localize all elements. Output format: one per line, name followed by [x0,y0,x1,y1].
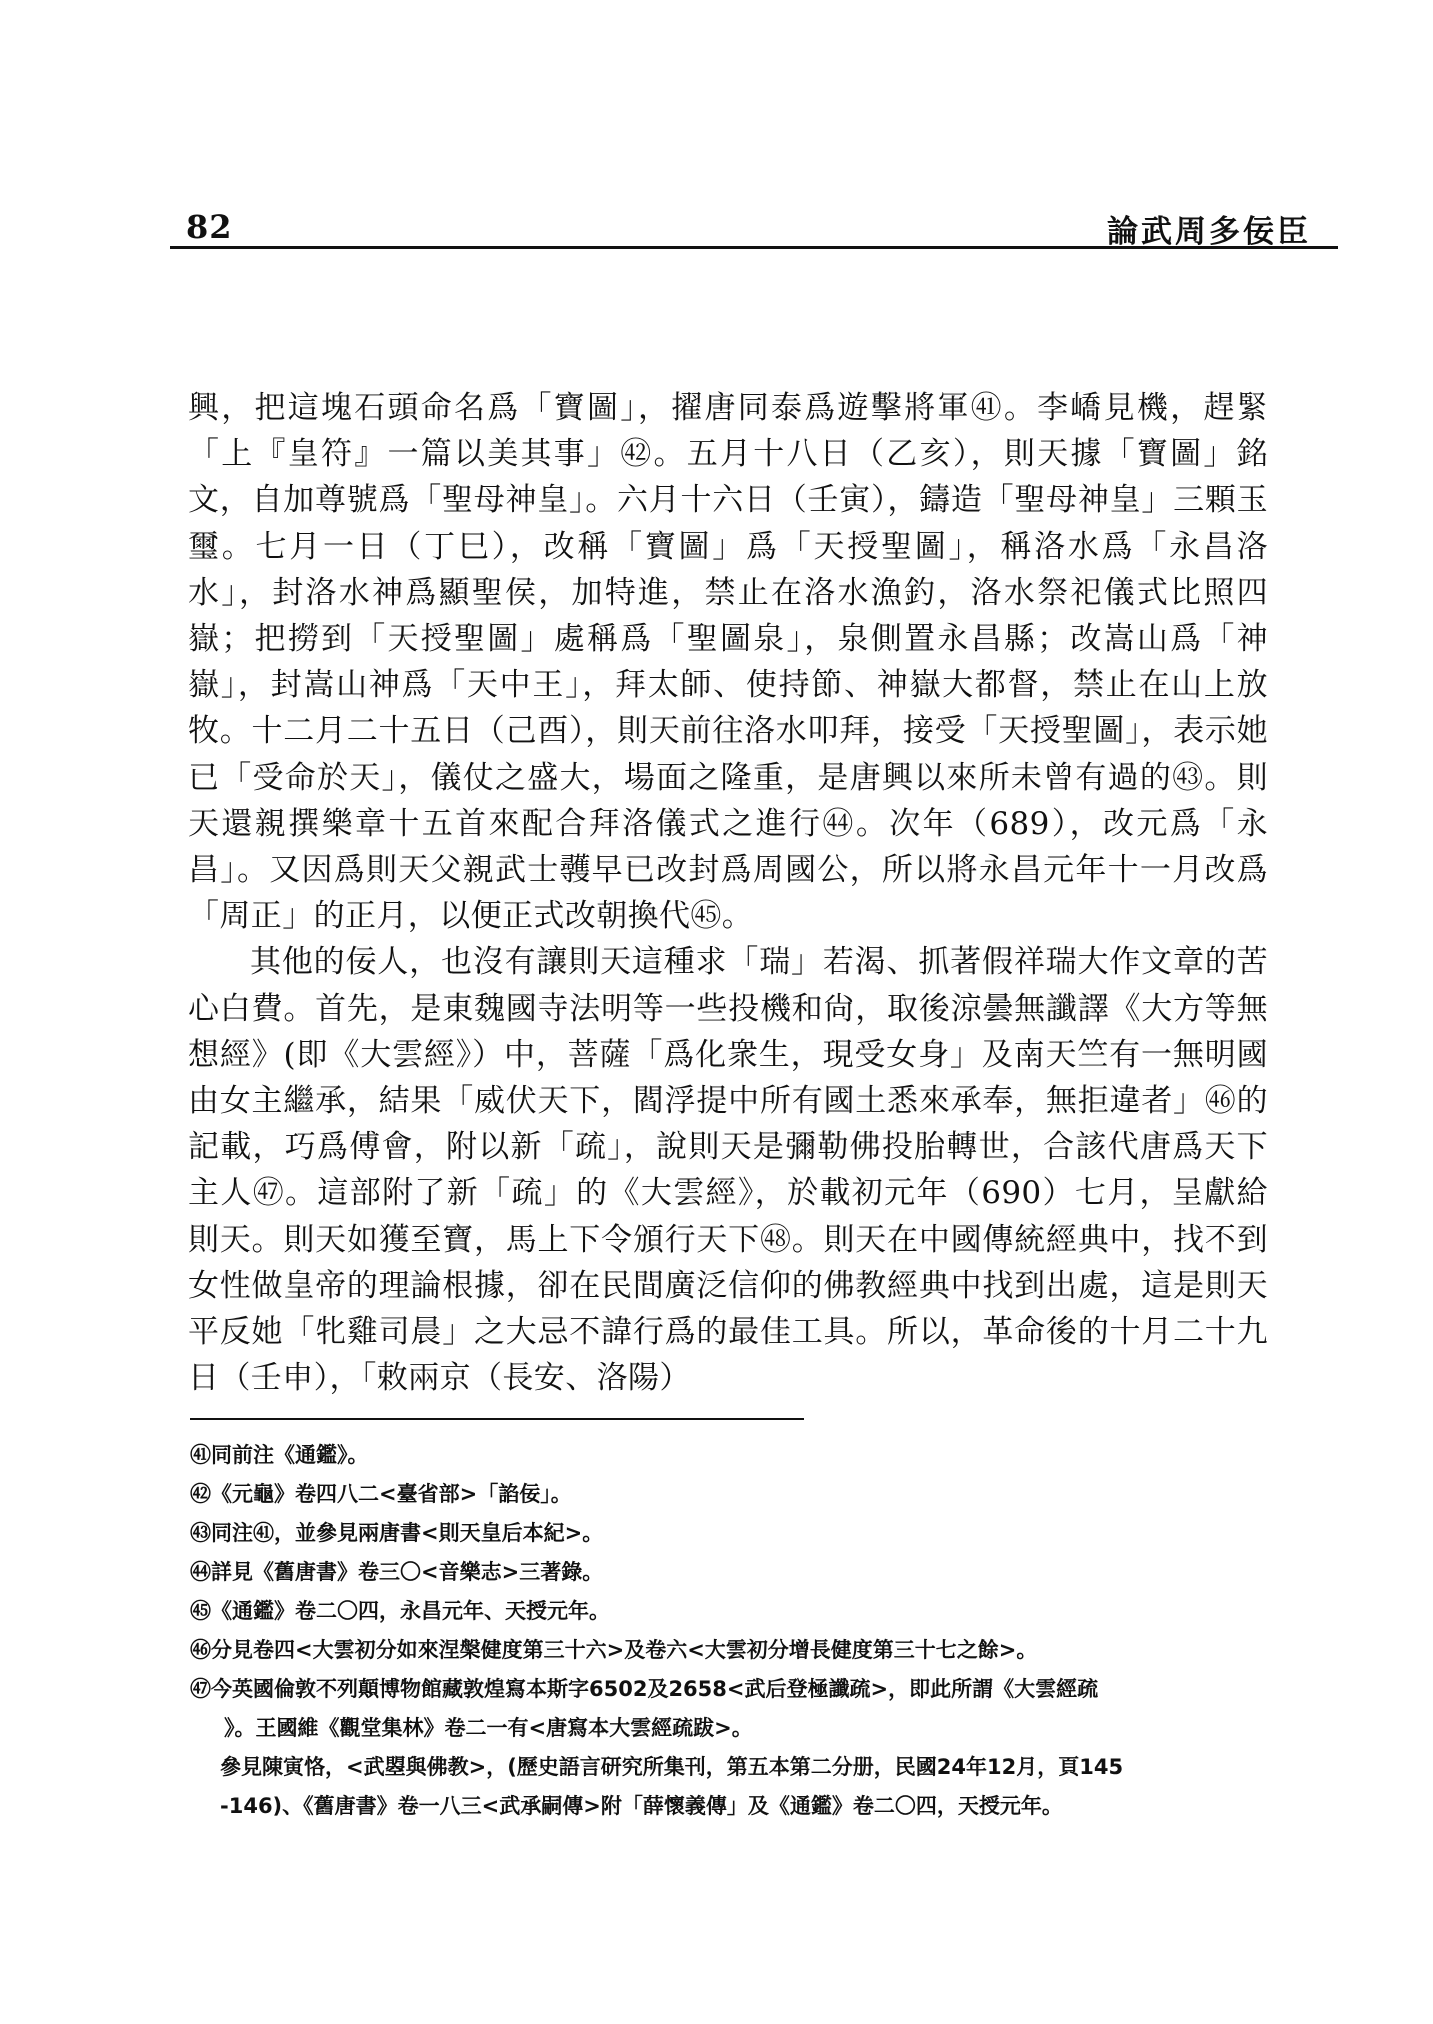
footnote-65: ㊺《通鑑》卷二〇四，永昌元年、天授元年。 [190,1599,610,1623]
page-number: 82 [186,208,233,246]
main-text [188,385,1268,1401]
footnote-63: ㊸同注㊶，並參見兩唐書<則天皇后本紀>。 [190,1521,604,1545]
footnotes-section [190,1436,1300,1826]
footnote-67-references-continued: -146)、《舊唐書》卷一八三<武承嗣傳>附「薛懷義傳」及《通鑑》卷二〇四，天授元年。 [220,1794,1063,1818]
body-paragraph-1: 興，把這塊石頭命名爲「寶圖」，擢唐同泰爲遊擊將軍㊶。李嶠見機，趕緊「上『皇符』一篇以美其事」㊷。五月十八日（乙亥），則天據「寶圖」銘文，自加尊號爲「聖母神皇」。六月十六日（壬寅），鑄造「聖母神皇」三顆玉璽。七月一日（丁巳），改稱「寶圖」爲「天授聖圖」，稱洛水爲「永昌洛水」，封洛水神爲顯聖侯，加特進，禁止在洛水漁釣，洛水祭祀儀式比照四嶽；把撈到「天授聖圖」處稱爲「聖圖泉」，泉側置永昌縣；改嵩山爲「神嶽」，封嵩山神爲「天中王」，拜太師、使持節、神嶽大都督，禁止在山上放牧。十二月二十五日（己酉），則天前往洛水叩拜，接受「天授聖圖」，表示她已「受命於天」，儀仗之盛大，場面之隆重，是唐興以來所未曾有過的㊸。則天還親撰樂章十五首來配合拜洛儀式之進行㊹。次年（689），改元爲「永昌」。又因爲則天父親武士彠早已改封爲周國公，所以將永昌元年十一月改爲「周正」的正月，以便正式改朝換代㊺。 [188,390,1268,935]
footnote-62: ㊷《元龜》卷四八二<臺省部>「諂佞」。 [190,1482,572,1506]
footnote-64: ㊹詳見《舊唐書》卷三〇<音樂志>三著錄。 [190,1560,604,1584]
footnote-61: ㊶同前注《通鑑》。 [190,1443,369,1467]
running-title: 論武周多佞臣 [1107,214,1311,250]
footnote-divider [190,1418,804,1420]
header-divider [170,246,1338,249]
body-paragraph-2: 其他的佞人，也沒有讓則天這種求「瑞」若渴、抓著假祥瑞大作文章的苦心白費。首先，是東魏國寺法明等一些投機和尙，取後涼曇無讖譯《大方等無想經》(即《大雲經》）中，菩薩「爲化衆生，現受女身」及南天竺有一無明國由女主繼承，結果「威伏天下，閻浮提中所有國土悉來承奉，無拒違者」㊻的記載，巧爲傅會，附以新「疏」，說則天是彌勒佛投胎轉世，合該代唐爲天下主人㊼。這部附了新「疏」的《大雲經》，於載初元年（690）七月，呈獻給則天。則天如獲至寶，馬上下令頒行天下㊽。則天在中國傳統經典中，找不到女性做皇帝的理論根據，卻在民間廣泛信仰的佛教經典中找到出處，這是則天平反她「牝雞司晨」之大忌不諱行爲的最佳工具。所以，革命後的十月二十九日（壬申），「敕兩京（長安、洛陽） [188,944,1268,1397]
footnote-66: ㊻分見卷四<大雲初分如來涅槃健度第三十六>及卷六<大雲初分增長健度第三十七之餘>。 [190,1638,1038,1662]
footnote-67-continued: 》。王國維《觀堂集林》卷二一有<唐寫本大雲經疏跋>。 [224,1716,753,1740]
footnote-67-references: 參見陳寅恪，<武曌與佛教>，(歷史語言研究所集刊，第五本第二分册，民國24年12月，頁145 [220,1755,1124,1779]
footnote-67: ㊼今英國倫敦不列顛博物館藏敦煌寫本斯字6502及2658<武后登極讖疏>，即此所謂《大雲經疏 [190,1677,1099,1701]
